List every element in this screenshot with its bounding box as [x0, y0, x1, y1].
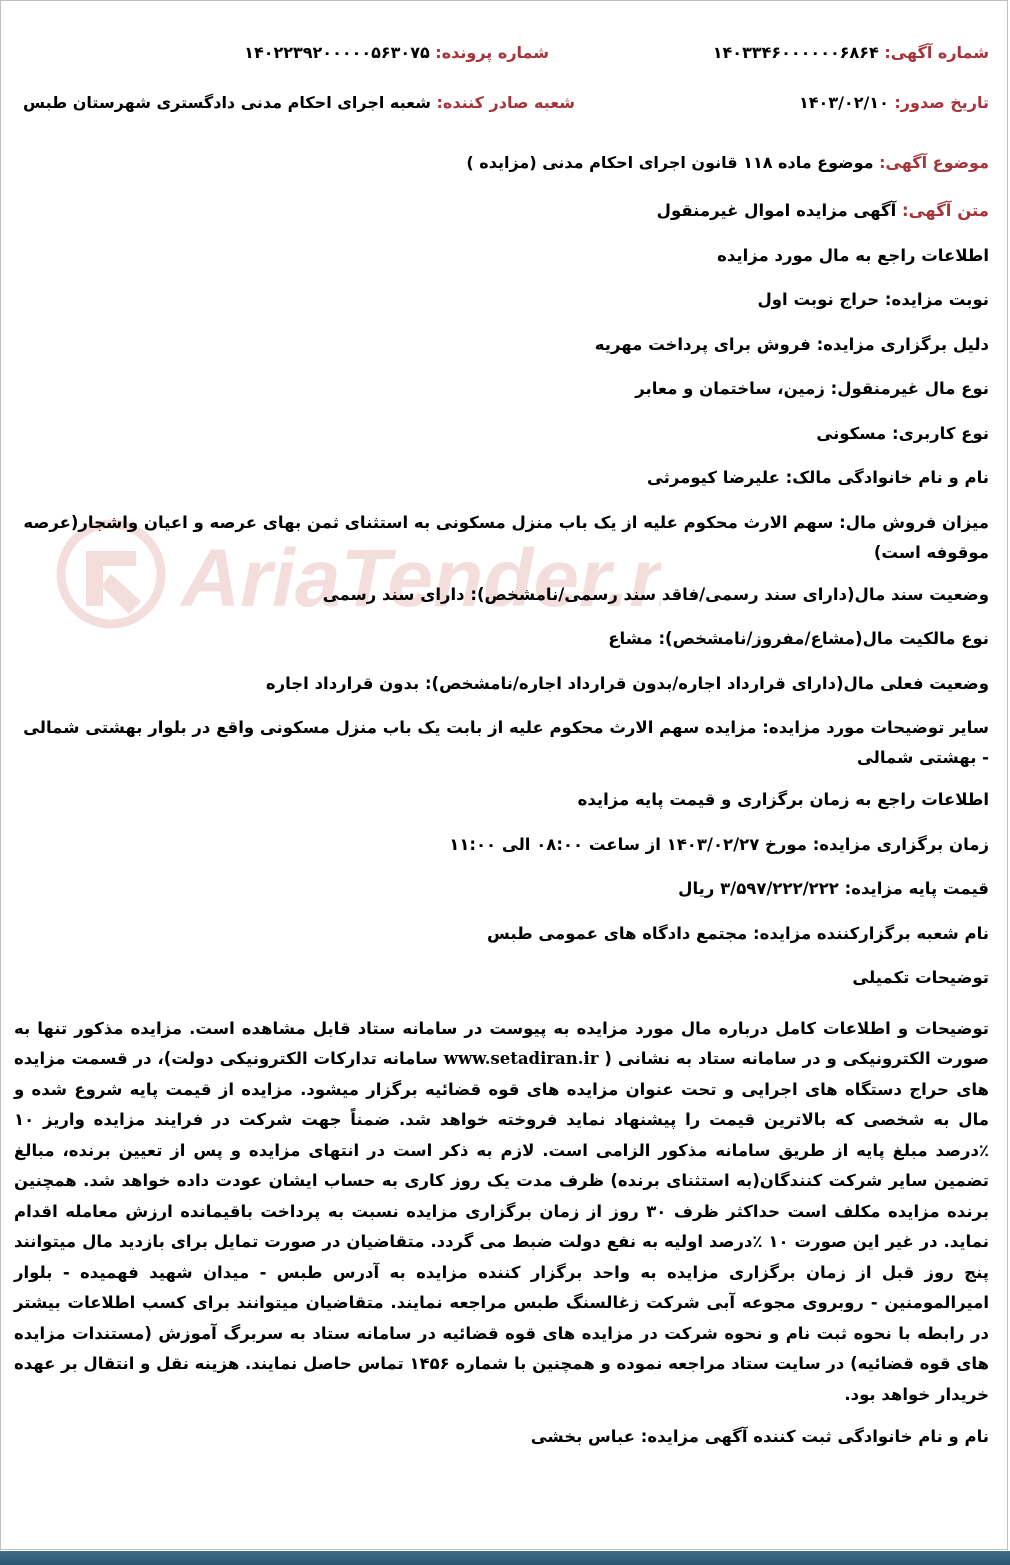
auction-time-to: ۱۱:۰۰ [449, 834, 497, 854]
notice-subject-value: موضوع ماده ۱۱۸ قانون اجرای احکام مدنی (مزایده ) [466, 153, 874, 172]
notice-subject [466, 153, 989, 172]
notice-number [713, 43, 989, 62]
notice-subject-label: موضوع آگهی: [879, 153, 989, 172]
registrar-name: نام و نام خانوادگی ثبت کننده آگهی مزایده: عباس بخشی [530, 1427, 989, 1446]
extra-notes-part2: سامانه تدارکات الکترونیکی دولت)، در قسمت مزایده های حراج دستگاه های اجرایی و تحت عنوان مزایده های قوه قضائیه برگزار میشود. مزایده از قیمت پایه شروع شده و مال به شخصی که بالاترین قیمت را پیشنهاد نماید فروخته خواهد شد. ضمناً جهت شرکت در فرایند مزایده واریز ۱۰ ٪درصد مبلغ پایه از طریق سامانه مذکور الزامی است. لازم به ذکر است در انتهای مزایده و پس از تعیین برنده، مبالغ تضمین سایر شرکت کنندگان(به استثنای برنده) ظرف مدت یک روز کاری به حساب ایشان عودت داده خواهد شد. همچنین برنده مزایده مکلف است حداکثر ظرف ۳۰ روز از زمان برگزاری مزایده نسبت به پرداخت باقیمانده ارزش معامله اقدام نماید. در غیر این صورت ۱۰ ٪درصد اولیه به نفع دولت ضبط می گردد. متقاضیان در صورت تمایل برای بازدید مال میتوانند پنج روز قبل از زمان برگزاری مزایده به واحد برگزار کننده مزایده به آدرس طبس - میدان شهید فهمیده - بلوار امیرالمومنین - روبروی مجوعه آبی شرکت زغالسنگ طبس مراجعه نمایند. متقاضیان میتوانند برای کسب اطلاعات بیشتر در رابطه با نحوه ثبت نام و نحوه شرکت در مزایده های قوه قضائیه در سامانه ستاد به سربرگ آموزش (مستندات مزایده های قوه قضائیه) در سایت ستاد مراجعه نموده و همچنین با شماره ۱۴۵۶ تماس حاصل نمایند. هزینه نقل و انتقال بر عهده خریدار خواهد بود. [14, 1049, 989, 1404]
issue-date-value: ۱۴۰۳/۰۲/۱۰ [799, 93, 889, 112]
current-status: وضعیت فعلی مال(دارای قرارداد اجاره/بدون قرارداد اجاره/نامشخص): بدون قرارداد اجاره [265, 673, 989, 693]
ownership-type: نوع مالکیت مال(مشاع/مفروز/نامشخص): مشاع [608, 629, 989, 648]
notice-number-label: شماره آگهی: [884, 43, 989, 62]
auction-time [14, 830, 989, 875]
auction-reason: دلیل برگزاری مزایده: فروش برای پرداخت مهریه [594, 334, 989, 354]
organizer-branch: نام شعبه برگزارکننده مزایده: مجتمع دادگاه های عمومی طبس [487, 923, 989, 943]
base-price: قیمت پایه مزایده: ۳/۵۹۷/۲۲۲/۲۲۲ ریال [678, 879, 989, 898]
issuing-branch [23, 93, 575, 112]
auction-time-sep: الی [501, 834, 531, 854]
file-number-value: ۱۴۰۲۲۳۹۲۰۰۰۰۰۵۶۳۰۷۵ [244, 43, 430, 62]
file-number [244, 43, 549, 62]
notice-number-value: ۱۴۰۳۳۴۶۰۰۰۰۰۰۶۸۶۴ [712, 43, 879, 62]
owner-name: نام و نام خانوادگی مالک: علیرضا کیومرثی [646, 468, 989, 487]
file-number-label: شماره پرونده: [435, 43, 549, 62]
section-extra-notes-title: توضیحات تکمیلی [852, 968, 989, 987]
extra-notes-paragraph [14, 1014, 989, 1411]
issuing-branch-value: شعبه اجرای احکام مدنی دادگستری شهرستان طبس [22, 93, 431, 112]
auction-time-label: زمان برگزاری مزایده: مورخ ۱۴۰۳/۰۲/۲۷ از ساعت [588, 834, 989, 854]
notice-text-label: متن آگهی: [902, 201, 989, 220]
auction-round: نوبت مزایده: حراج نوبت اول [757, 290, 989, 309]
sale-amount: میزان فروش مال: سهم الارث محکوم علیه از یک باب منزل مسکونی به استثنای ثمن بهای عرصه و اعیان واشجار(عرصه موقوفه است) [23, 512, 989, 562]
watermark-text: AriaTender. [181, 533, 630, 624]
other-notes: سایر توضیحات مورد مزایده: مزایده سهم الارث محکوم علیه از بابت یک باب منزل مسکونی واقع در بلوار بهشتی شمالی - بهشتی شمالی [23, 718, 989, 767]
bottom-bar [0, 1551, 1010, 1565]
issue-date-label: تاریخ صدور: [894, 93, 989, 112]
issuing-branch-label: شعبه صادر کننده: [436, 93, 575, 112]
notice-text-value: آگهی مزایده اموال غیرمنقول [656, 201, 897, 220]
section-time-price-title: اطلاعات راجع به زمان برگزاری و قیمت پایه مزایده [577, 790, 989, 809]
extra-notes-part1: توضیحات و اطلاعات کامل درباره مال مورد مزایده به پیوست در سامانه ستاد قابل مشاهده است. مزایده مذکور تنها به صورت الکترونیکی و در سامانه ستاد به نشانی ( [14, 1018, 989, 1068]
notice-text-title [14, 196, 989, 241]
property-type: نوع مال غیرمنقول: زمین، ساختمان و معابر [635, 379, 989, 398]
section-property-info-title: اطلاعات راجع به مال مورد مزایده [717, 245, 989, 265]
website-link[interactable]: www.setadiran.ir [443, 1049, 599, 1068]
usage-type: نوع کاربری: مسکونی [816, 423, 989, 443]
issue-date [799, 93, 989, 112]
deed-status: وضعیت سند مال(دارای سند رسمی/فاقد سند رسمی/نامشخص): دارای سند رسمی [322, 584, 989, 604]
auction-time-from: ۰۸:۰۰ [536, 834, 584, 854]
notice-body [14, 196, 989, 1467]
